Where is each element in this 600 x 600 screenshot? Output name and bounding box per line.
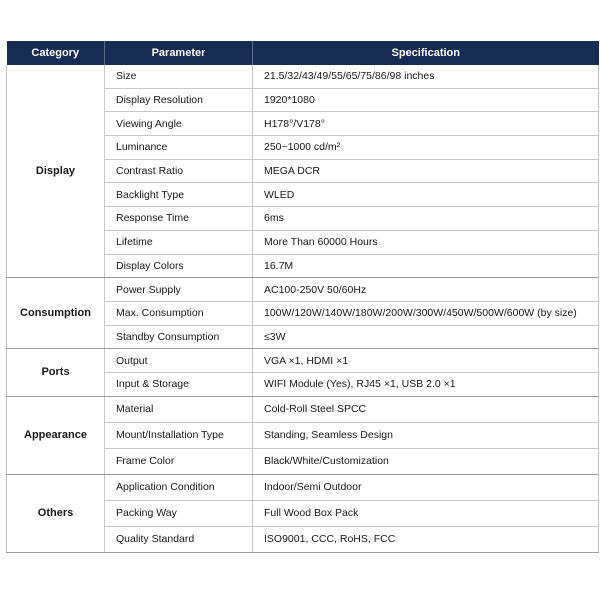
- specification-cell: H178°/V178°: [253, 112, 599, 136]
- table-body: [7, 65, 599, 552]
- specification-cell: VGA ×1, HDMI ×1: [253, 349, 599, 373]
- parameter-cell: Display Resolution: [105, 88, 253, 112]
- category-cell: Display: [7, 65, 105, 278]
- category-cell: Consumption: [7, 278, 105, 349]
- category-cell: Others: [7, 474, 105, 552]
- specification-cell: 16.7M: [253, 254, 599, 278]
- table-row: [7, 396, 599, 422]
- specification-cell: Full Wood Box Pack: [253, 500, 599, 526]
- parameter-cell: Display Colors: [105, 254, 253, 278]
- specification-cell: More Than 60000 Hours: [253, 230, 599, 254]
- specification-cell: WLED: [253, 183, 599, 207]
- specification-cell: ≤3W: [253, 325, 599, 349]
- parameter-cell: Luminance: [105, 136, 253, 160]
- parameter-cell: Quality Standard: [105, 526, 253, 552]
- specification-cell: 1920*1080: [253, 88, 599, 112]
- table-row: [7, 474, 599, 500]
- specification-cell: 6ms: [253, 207, 599, 231]
- spec-table: [6, 41, 599, 553]
- specification-cell: ISO9001, CCC, RoHS, FCC: [253, 526, 599, 552]
- specification-cell: 21.5/32/43/49/55/65/75/86/98 inches: [253, 65, 599, 88]
- header-row: [7, 41, 599, 65]
- parameter-cell: Backlight Type: [105, 183, 253, 207]
- parameter-cell: Size: [105, 65, 253, 88]
- category-cell: Ports: [7, 349, 105, 396]
- table-row: [7, 278, 599, 302]
- table-row: [7, 349, 599, 373]
- specification-cell: Indoor/Semi Outdoor: [253, 474, 599, 500]
- table-row: [7, 65, 599, 88]
- parameter-cell: Max. Consumption: [105, 301, 253, 325]
- parameter-cell: Application Condition: [105, 474, 253, 500]
- parameter-cell: Input & Storage: [105, 372, 253, 396]
- specification-cell: WIFI Module (Yes), RJ45 ×1, USB 2.0 ×1: [253, 372, 599, 396]
- table-header: [7, 41, 599, 65]
- parameter-cell: Frame Color: [105, 448, 253, 474]
- specification-cell: MEGA DCR: [253, 159, 599, 183]
- parameter-cell: Lifetime: [105, 230, 253, 254]
- parameter-cell: Power Supply: [105, 278, 253, 302]
- parameter-cell: Response Time: [105, 207, 253, 231]
- header-specification: Specification: [253, 41, 599, 65]
- header-parameter: Parameter: [105, 41, 253, 65]
- parameter-cell: Standby Consumption: [105, 325, 253, 349]
- category-cell: Appearance: [7, 396, 105, 474]
- parameter-cell: Output: [105, 349, 253, 373]
- parameter-cell: Viewing Angle: [105, 112, 253, 136]
- specification-cell: Black/White/Customization: [253, 448, 599, 474]
- specification-cell: 100W/120W/140W/180W/200W/300W/450W/500W/600W (by size): [253, 301, 599, 325]
- parameter-cell: Contrast Ratio: [105, 159, 253, 183]
- parameter-cell: Mount/Installation Type: [105, 422, 253, 448]
- specification-cell: Cold-Roll Steel SPCC: [253, 396, 599, 422]
- header-category: Category: [7, 41, 105, 65]
- specification-cell: AC100-250V 50/60Hz: [253, 278, 599, 302]
- specification-cell: 250~1000 cd/m²: [253, 136, 599, 160]
- parameter-cell: Material: [105, 396, 253, 422]
- specification-cell: Standing, Seamless Design: [253, 422, 599, 448]
- parameter-cell: Packing Way: [105, 500, 253, 526]
